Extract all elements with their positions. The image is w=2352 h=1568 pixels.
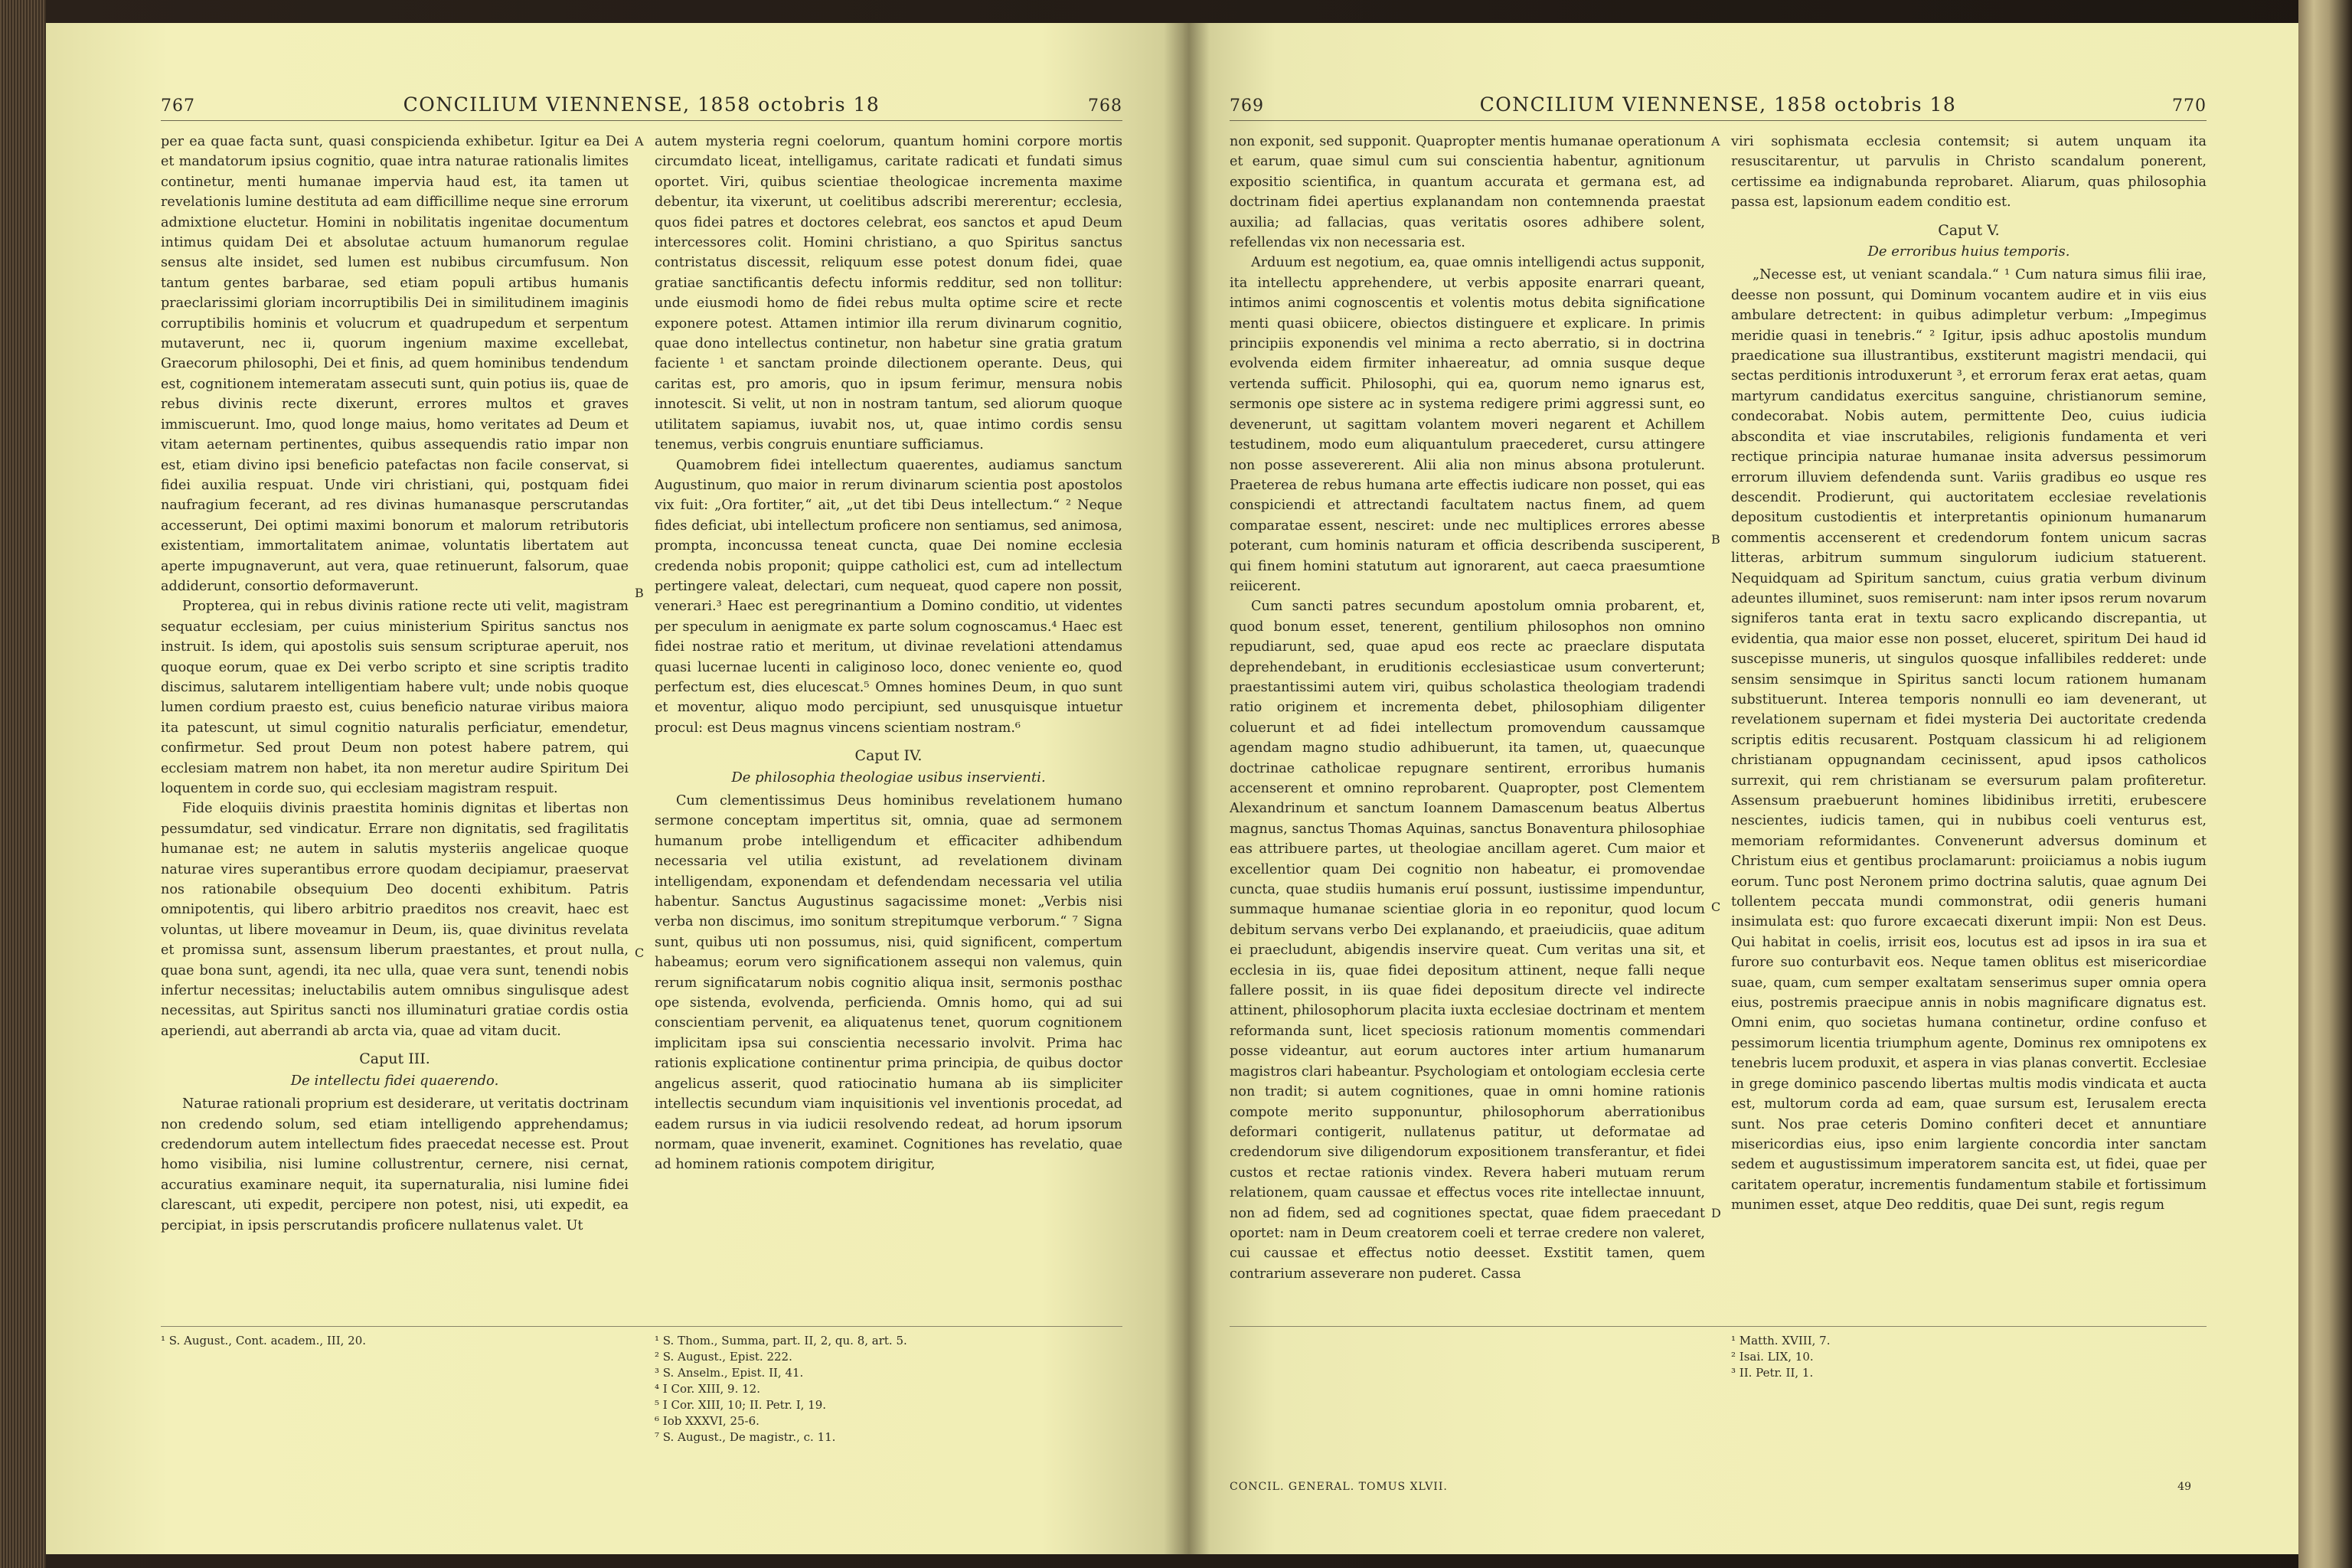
footnote: ¹ S. August., Cont. academ., III, 20.	[161, 1334, 367, 1348]
paragraph: „Necesse est, ut veniant scandala.“ ¹ Cum natura simus filii irae, deesse non possunt, qui Dominum vocantem audire et in viis eius ambulare detrectent: in quibus adimpletur verbum: „Impegimus meridie quasi in tenebris.“ ² Igitur, ipsis adhuc apostolis mundum praedicatione sua illustrantibus, exstiterunt magistri mendacii, qui sectas perditionis introduxerunt ³, et errorum ferax erat aetas, quam martyrum candidatus exercitus sanguine, christianorum semine, condecorabat. Nobis autem, permittente Deo, cuius iudicia abscondita et viae inscrutabiles, religionis fundamenta et veri rectique principia naturae humanae insita adversus pessimorum errorum illuviem defendenda sunt. Variis gradibus eo usque res descendit. Prodierunt, qui auctoritatem ecclesiae revelationis depositum custodientis et interpretantis opinionum humanarum commentis accenserent et credendorum fontem unicum sacras litteras, arbitrum summum singulorum iudicium statuerent. Nequidquam ad Spiritum sanctum, cuius gratia verbum divinum adeuntes illuminet, suos remiserunt: nam inter ipsos rerum novarum signiferos tanta erat in textu sacro explicando discrepantia, ut evidentia, qua maior esse non posset, eluceret, spiritum Dei haud id suscepisse muneris, ut singulos quosque infallibiles redderet: unde sensim sensimque in Spiritus sancti locum rationem humanam substituerunt. Interea temporis nonnulli eo iam devenerant, ut revelationem supernam et fidei mysteria Dei auctoritate credenda scriptis editis recusarent. Postquam classicum hi ad religionem christianam oppugnandam cecinissent, apud ipsos catholicos surrexit, qui rem christianam se eversurum palam profiteretur. Assensum praebuerunt homines libidinibus irretiti, erubescere nescientes, iudicis tamen, qui in nubibus coeli venturus est, memoriam reformidantes. Convenerunt adversus dominum et Christum eius et gentibus proclamarunt: proiiciamus a nobis iugum eorum. Tunc post Neronem primo doctrina salutis, quae agnum Dei tollentem peccata mundi commonstrat, odii generis humani insimulata est: quo furore excaecati dixerunt impii: Non est Deus. Qui habitat in coelis, irrisit eos, locutus est ad ipsos in ira sua et furore suo conturbavit eos. Neque tamen oblitus est misericordiae suae, quam, cum semper exaltatam senserimus super omnia opera eius, postremis praecipue annis in nobis magnificare dignatus est. Omni enim, quo societas humana continetur, ordine confuso et pessimorum licentia triumphum agente, Dominus rex omnipotens ex tenebris lucem produxit, et aspera in vias planas convertit. Ecclesiae in grege dominico pascendo libertas multis modis vindicata et aucta est, multorum corda ad eam, quae sursum est, Ierusalem erecta sunt. Nos prae ceteris Domino confiteri decet et annuntiare misericordias eius, ipso enim largiente concordia inter sanctam sedem et augustissimum imperatorem sancita est, ut fidei, quae per caritatem operatur, incrementis fundamentum stabile et fortissimum munimen esset, atque Deo redditis, quae Dei sunt, regis regum	[1731, 267, 2207, 1214]
paragraph: Arduum est negotium, ea, quae omnis intelligendi actus supponit, ita intellectu apprehendere, ut verbis apposite enarrari queant, intimos animi cognoscentis et volentis motus debita significatione menti quasi obiicere, obiectos distinguere et explicare. In primis principiis exponendis vel minima a recto aberratio, si in doctrina evolvenda eidem firmiter inhaereatur, ad omnia susque deque vertenda sufficit. Philosophi, qui ea, quorum nemo ignarus est, sermonis ope sistere ac in systema redigere primi aggressi sunt, eo devenerunt, ut sagittam volantem moveri negarent et Achillem testudinem, modo eum aliquantulum praecederet, cursu attingere non posse assevererent. Alii alia non minus absona protulerunt. Praeterea de rebus humana arte effectis iudicare non posset, qui eas conspiciendi et attrectandi facultatem nactus finem, ad quem comparatae essent, nesciret: unde nec multiplices errores abesse poterant, cum hominis naturam et officia describenda susciperent, qui finem homini statutum aut ignorarent, aut caeca praesumtione reiicerent.	[1230, 255, 1705, 594]
footnotes-770	[1731, 1333, 2207, 1381]
paragraph: Quamobrem fidei intellectum quaerentes, audiamus sanctum Augustinum, quo maior in rerum divinarum scientia post apostolos vix fuit: „Ora fortiter,“ ait, „ut det tibi Deus intellectum.“ ² Neque fides deficiat, ubi intellectum proficere non sentiamus, sed animosa, prompta, inconcussa teneat cuncta, quae Dei nomine ecclesia credenda nobis proponit; quippe catholici est, cum ad intellectum pertingere valeat, delectari, cum nequeat, quod capere non possit, venerari.³ Haec est peregrinantium a Domino conditio, ut videntes per speculum in aenigmate ex parte solum cognoscamus.⁴ Haec est fidei nostrae ratio et meritum, ut divinae revelationi attendamus quasi lucernae lucenti in caliginoso loco, donec veniente eo, quod perfectum est, dies elucescat.⁵ Omnes homines Deum, in quo sunt et moventur, aliquo modo percipiunt, sed unusquisque intuetur procul: est Deus magnus vincens scientiam nostram.⁶	[655, 457, 1122, 736]
column-number-767: 767	[161, 96, 195, 116]
page-right	[1184, 23, 2298, 1554]
footnotes-769	[1230, 1333, 1705, 1381]
footnote: ³ S. Anselm., Epist. II, 41.	[655, 1366, 804, 1380]
column-768	[635, 132, 1122, 1326]
margin-letter-c: C	[1711, 900, 1721, 914]
margin-letter-c: C	[635, 946, 645, 960]
footnote: ¹ S. Thom., Summa, part. II, 2, qu. 8, art. 5.	[655, 1334, 907, 1348]
margin-letter-b: B	[635, 586, 644, 600]
running-title-right: CONCILIUM VIENNENSE, 1858 octobris 18	[1479, 93, 1957, 116]
book-gutter	[1164, 23, 1210, 1554]
columns-left	[161, 132, 1122, 1326]
margin-letter-a: A	[1711, 134, 1720, 149]
signature-line: CONCIL. GENERAL. TOMUS XLVII.	[1230, 1481, 1448, 1493]
footnote: ⁷ S. August., De magistr., c. 11.	[655, 1430, 836, 1444]
column-number-768: 768	[1088, 96, 1122, 116]
paragraph: Cum clementissimus Deus hominibus revelationem humano sermone conceptam impertitus sit, omnia, quae ad sermonem humanum probe intelligendum et efficaciter adhibendum necessaria vel utilia existunt, ad revelationem divinam intelligendam, exponendam et defendendam necessaria vel utilia habentur. Sanctus Augustinus sagacissime monet: „Verbis nisi verba non discimus, imo sonitum strepitumque verborum.“ ⁷ Signa sunt, quibus uti non possumus, nisi, quid significent, compertum habeamus; eorum vero significationem assequi non valemus, quin rerum significatarum nobis cognitio aliqua insit, sermonis posthac ope sistenda, evolvenda, perficienda. Omnis homo, qui ad sui conscientiam pervenit, ea aliquatenus tenet, quorum cognitionem implicitam ipsa sui conscientia necessario involvit. Prima hac rationis explicatione continentur prima principia, de quibus doctor angelicus asserit, quod ratiocinatio humana ab iis simpliciter intellectis secundum viam inquisitionis vel inventionis procedat, ad eadem rursus in via iudicii resolvendo redeat, ad horum ipsorum normam, quae invenerit, examinet. Cognitiones has revelatio, quae ad hominem rationis compotem dirigitur,	[655, 793, 1122, 1173]
running-head-left	[161, 65, 1122, 121]
column-770	[1711, 132, 2207, 1326]
chapter-subtitle: De intellectu fidei quaerendo.	[290, 1072, 499, 1089]
margin-letter-d: D	[1711, 1206, 1721, 1220]
page-left	[46, 23, 1184, 1554]
column-number-769: 769	[1230, 96, 1264, 116]
column-number-770: 770	[2172, 96, 2207, 116]
chapter-subtitle: De erroribus huius temporis.	[1867, 243, 2070, 260]
chapter-heading: Caput IV.	[854, 747, 923, 765]
book-binding-right	[2298, 0, 2352, 1568]
paragraph: Propterea, qui in rebus divinis ratione recte uti velit, magistram sequatur ecclesiam, per cuius ministerium Spiritus sanctus nos instruit. Is idem, qui apostolis suis sensum scripturae aperuit, nos quoque eorum, quae ex Dei verbo scripto et sine scriptis tradito discimus, salutarem intelligentiam habere vult; unde nobis quoque lumen cordium praesto est, cuius beneficio naturae viribus maiora ita patescunt, ut simul cognitio naturalis perficiatur, emendetur, confirmetur. Sed prout Deum non potest habere patrem, qui ecclesiam matrem non habet, ita non meretur audire Spiritum Dei loquentem in corde suo, qui ecclesiam magistram respuit.	[161, 599, 629, 796]
footnote: ² Isai. LIX, 10.	[1731, 1350, 1814, 1364]
footnotes-left	[161, 1326, 1122, 1446]
footnote: ⁶ Iob XXXVI, 25-6.	[655, 1414, 760, 1428]
columns-right	[1230, 132, 2207, 1326]
signature-mark: 49	[2177, 1481, 2191, 1493]
footnote: ² S. August., Epist. 222.	[655, 1350, 792, 1364]
margin-letter-a: A	[635, 134, 644, 149]
paragraph: Fide eloquiis divinis praestita hominis dignitas et libertas non pessumdatur, sed vindicatur. Errare non dignitatis, sed fragilitatis humanae est; ne autem in salutis mysteriis angelicae quoque naturae vires superantibus errore quodam decipiamur, praeservat nos rationabile obsequium Deo docenti exhibitum. Patris omnipotentis, qui libero arbitrio praeditos nos creavit, haec est voluntas, ut libere moveamur in Deum, iis, quae divinitus revelata et promissa sunt, assensum liberum praestantes, et prout nulla, quae bona sunt, agendi, ita nec ulla, quae vera sunt, tenendi nobis infertur necessitas; ineluctabilis autem omnibus singulisque adest necessitas, aut Spiritus sancti nos illuminaturi gratiae cordis ostia aperiendi, aut aberrandi ab arcta via, quae ad vitam ducit.	[161, 801, 629, 1039]
footnote: ³ II. Petr. II, 1.	[1731, 1366, 1814, 1380]
paragraph: per ea quae facta sunt, quasi conspicienda exhibetur. Igitur ea Dei et mandatorum ipsius cognitio, quae intra naturae rationalis limites continetur, menti humanae impervia haud est, ita tamen ut revelationis lumine destituta ad eam difficillime neque sine errorum admixtione eluctetur. Homini in nobilitatis ingenitae documentum intimus quidam Dei et absolutae actuum humanorum regulae sensus alte insidet, sed lumen est nubibus circumfusum. Non tantum gentes barbarae, sed etiam populi artibus humanis praeclarissimi gloriam incorruptibilis Dei in similitudinem imaginis corruptibilis hominis et volucrum et quadrupedum et serpentum mutaverunt, nec ii, quorum ingenium maxime excellebat, Graecorum philosophi, Dei et finis, ad quem hominibus tendendum est, cognitionem intemeratam assecuti sunt, quin potius iis, quae de rebus divinis recte dixerunt, errores multos et graves immiscuerunt. Imo, quod longe maius, homo veritates ad Deum et vitam aeternam pertinentes, quibus assequendis ratio impar non est, etiam divino ipsi beneficio patefactas non facile conservat, si fidei auxilia respuat. Unde viri christiani, qui, postquam fidei naufragium fecerant, ad res divinas humanasque perscrutandas accesserunt, Dei optimi maximi bonorum et malorum retributoris existentiam, immortalitatem animae, voluntatis libertatem aut aperte impugnaverunt, aut vera, quae retinuerunt, falsorum, quae addiderunt, consortio deformaverunt.	[161, 134, 629, 594]
paragraph: viri sophismata ecclesia contemsit; si autem unquam ita resuscitarentur, ut parvulis in Christo scandalum ponerent, certissime ea indignabunda reprobaret. Aliarum, quas philosophia passa est, lapsionum eadem conditio est.	[1731, 134, 2207, 211]
chapter-heading: Caput III.	[359, 1050, 430, 1068]
paragraph: autem mysteria regni coelorum, quantum homini corpore mortis circumdato liceat, intelligamus, caritate radicati et fundati simus oportet. Viri, quibus scientiae theologicae incrementa maxime debentur, ita vixerunt, ut coelitibus adscribi mererentur; ecclesia, quos fidei patres et doctores celebrat, eos sanctos et apud Deum intercessores colit. Homini christiano, a quo Spiritus sanctus contristatus discessit, reliquum esse potest donum fidei, quae gratiae sanctificantis defectu informis redditur, sed non tollitur: unde eiusmodi homo de fidei rebus multa optime scire et recte exponere potest. Attamen intimior illa rerum divinarum cognitio, quae dono intellectus continetur, non habetur sine gratia gratum faciente ¹ et sanctam proinde dilectionem operante. Deus, qui caritas est, pro amoris, quo in ipsum ferimur, mensura nobis innotescit. Si velit, ut non in nostram tantum, sed aliorum quoque utilitatem sapiamus, iuvabit nos, ut, quae intimo cordis sensu tenemus, verbis congruis enuntiare sufficiamus.	[655, 134, 1122, 453]
column-767	[161, 132, 629, 1326]
footnote: ⁵ I Cor. XIII, 10; II. Petr. I, 19.	[655, 1398, 827, 1412]
paragraph: non exponit, sed supponit. Quapropter mentis humanae operationum et earum, quae simul cum sui conscientia habentur, agnitionum expositio scientifica, in quantum accurata et germana est, ad doctrinam fidei apertius explanandam non contemnenda praestat auxilia; ad fallacias, quas veritatis osores adhibere solent, refellendas vix non necessaria est.	[1230, 134, 1705, 251]
chapter-subtitle: De philosophia theologiae usibus inservienti.	[731, 769, 1046, 786]
margin-letter-b: B	[1711, 532, 1720, 547]
column-769	[1230, 132, 1705, 1326]
running-head-right	[1230, 65, 2207, 121]
book-binding-left	[0, 0, 46, 1568]
running-title-left: CONCILIUM VIENNENSE, 1858 octobris 18	[403, 93, 880, 116]
footnotes-right	[1230, 1326, 2207, 1381]
footnote: ¹ Matth. XVIII, 7.	[1731, 1334, 1831, 1348]
paragraph: Naturae rationali proprium est desiderare, ut veritatis doctrinam non credendo solum, sed etiam intelligendo apprehendamus; credendorum autem intellectum fides praecedat necesse est. Prout homo visibilia, nisi lumine collustrentur, cernere, nisi cernat, accuratius examinare nequit, ita supernaturalia, nisi lumine fidei clarescant, uti expedit, percipere non potest, nisi, uti expedit, ea percipiat, in ipsis perscrutandis proficere nullatenus valet. Ut	[161, 1096, 629, 1233]
footnotes-768	[655, 1333, 1122, 1446]
footnotes-767	[161, 1333, 629, 1446]
paragraph: Cum sancti patres secundum apostolum omnia probarent, et, quod bonum esset, tenerent, gentilium philosophos non omnino repudiarunt, sed, quae apud eos recte ac praeclare disputata deprehendebant, in eruditionis ecclesiasticae usum converterunt; praestantissimi autem viri, quibus scholastica theologiam tradendi ratio originem et incrementa debet, philosophiam diligenter coluerunt et ad fidei intellectum promovendum caussamque agendam magno studio adhibuerunt, ita tamen, ut, quaecunque doctrinae catholicae repugnare sentirent, erroribus humanis accenserent et omnino reprobarent. Quapropter, post Clementem Alexandrinum et sanctum Ioannem Damascenum beatus Albertus magnus, sanctus Thomas Aquinas, sanctus Bonaventura philosophiae eas attribuere partes, ut theologiae ancillam ageret. Cum maior et excellentior quam Dei cognitio non habeatur, ei promovendae cuncta, quae studiis humanis eruí possunt, iustissime impenduntur, summaque humanae scientiae gloria in eo reponitur, quod locum debitum servans verbo Dei explanando, et praeiudiciis, quae aditum ei praecludunt, abigendis inservire queat. Cum veritas una sit, et ecclesia in iis, quae fidei depositum attinent, neque falli neque fallere possit, in iis quae fidei depositum directe vel indirecte attinent, philosophorum placita iuxta ecclesiae doctrinam et mentem reformanda sunt, licet speciosis rationum momentis commendari posse videantur, aut eorum auctores inter artium humanarum magistros clari habeantur. Psychologiam et ontologiam ecclesia certe non tradit; si autem cognitiones, quae in omni homine rationis compote merito supponuntur, philosophorum aberrationibus deformari contigerit, nullatenus patitur, ut deformatae ad credendorum sive diligendorum expositionem transferantur, et fidei custos et rectae rationis vindex. Revera haberi mutuam rerum relationem, quam caussae et effectus voces rite intellectae innuunt, non ad fidem, sed ad cognitiones spectat, quae fidem praecedant oportet: nam in Deum creatorem coeli et terrae credere non valeret, cui caussae et effectus notio deesset. Exstitit tamen, quem contrarium asseverare non puderet. Cassa	[1230, 599, 1705, 1282]
footnote: ⁴ I Cor. XIII, 9. 12.	[655, 1382, 760, 1396]
chapter-heading: Caput V.	[1938, 221, 2000, 239]
